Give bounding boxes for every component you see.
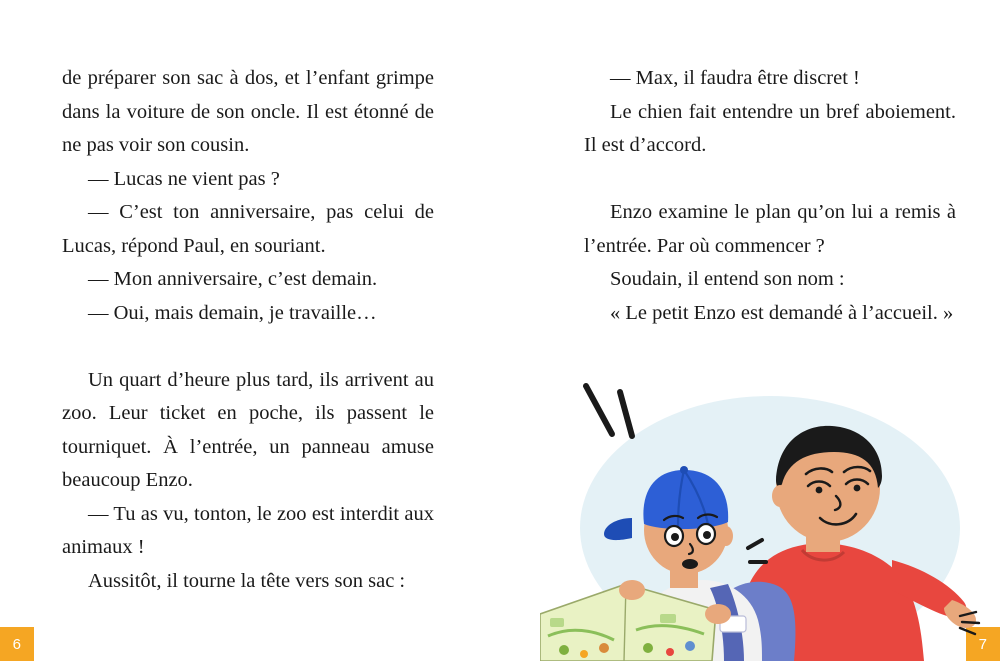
paragraph: de préparer son sac à dos, et l’enfant grimpe dans la voiture de son oncle. Il est étonné de ne pas voir son cousin. (62, 67, 434, 156)
paragraph: — Tu as vu, tonton, le zoo est interdit aux animaux ! (62, 502, 434, 558)
paragraph: — Max, il faudra être discret ! (610, 67, 860, 89)
paragraph-spacer (62, 330, 434, 364)
paragraph: « Le petit Enzo est demandé à l’accueil. » (610, 301, 954, 324)
page-number-left: 6 (0, 627, 34, 661)
illustration-boy-with-map-and-uncle (540, 378, 988, 661)
right-page-text (584, 62, 956, 330)
paragraph-spacer (584, 163, 956, 197)
paragraph: — Mon anniversaire, c’est demain. (88, 268, 378, 290)
left-page-text (62, 62, 434, 598)
paragraph: Le chien fait entendre un bref aboiement. Il est d’accord. (584, 100, 956, 156)
paragraph: — Oui, mais demain, je travaille… (88, 301, 377, 324)
paragraph: Un quart d’heure plus tard, ils arrivent au zoo. Leur ticket en poche, ils passent le tourniquet. À l’entrée, un panneau amuse beaucoup Enzo. (62, 368, 434, 491)
paragraph: Enzo examine le plan qu’on lui a remis à l’entrée. Par où commencer ? (584, 201, 956, 257)
paragraph: — C’est ton anniversaire, pas celui de Lucas, répond Paul, en souriant. (62, 201, 434, 257)
paragraph: Soudain, il entend son nom : (610, 268, 845, 290)
page-number-right: 7 (966, 627, 1000, 661)
paragraph: Aussitôt, il tourne la tête vers son sac : (88, 569, 406, 592)
paragraph: — Lucas ne vient pas ? (88, 167, 280, 190)
